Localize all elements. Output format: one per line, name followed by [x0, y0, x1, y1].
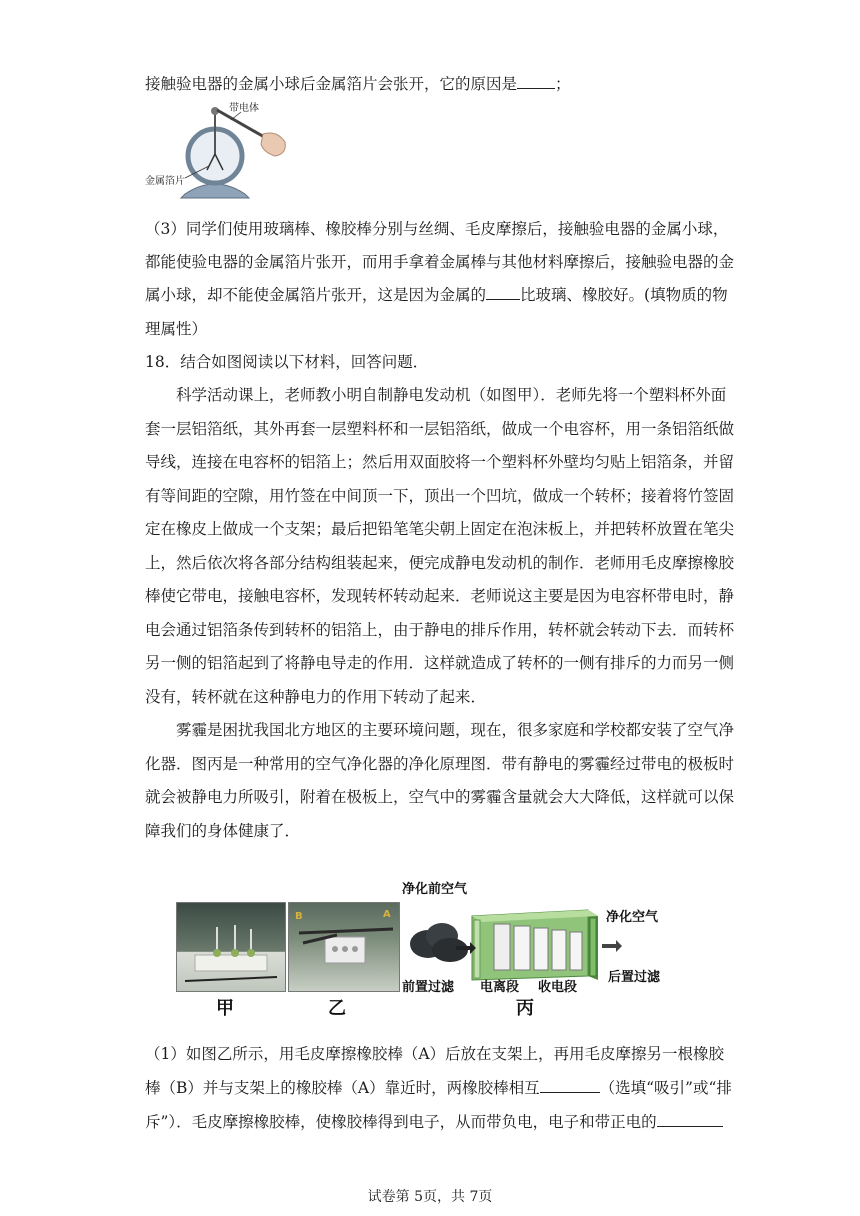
text-line: 电会通过铝箔条传到转杯的铝箔上，由于静电的排斥作用，转杯就会转动下去．而转杯 — [145, 621, 735, 639]
label-rod-a: A — [383, 909, 391, 920]
electroscope-figure — [145, 102, 295, 202]
caption-jia: 甲 — [216, 998, 234, 1019]
label-air-after: 净化空气 — [606, 910, 659, 925]
label-collection: 收电段 — [538, 980, 578, 995]
question-title: 18．结合如图阅读以下材料，回答问题． — [145, 353, 429, 371]
text-line: 理属性） — [145, 320, 208, 338]
label-charged-body: 带电体 — [229, 103, 259, 114]
text-line: （1）如图乙所示，用毛皮摩擦橡胶棒（A）后放在支架上，再用毛皮摩擦另一根橡胶 — [145, 1045, 725, 1063]
text-line: 化器．图丙是一种常用的空气净化器的净化原理图．带有静电的雾霾经过带电的极板时 — [145, 755, 735, 773]
purifier-diagram — [402, 876, 674, 1018]
text-line: 上，然后依次将各部分结构组装起来，便完成静电发动机的制作．老师用毛皮摩擦橡胶 — [145, 554, 735, 572]
label-pre-filter: 前置过滤 — [402, 980, 455, 995]
caption-yi: 乙 — [328, 998, 346, 1019]
text-line: 有等间距的空隙，用竹签在中间顶一下，顶出一个凹坑，做成一个转杯；接着将竹签固 — [145, 487, 735, 505]
caption-bing: 丙 — [516, 998, 534, 1019]
text-line: 接触验电器的金属小球后金属箔片会张开，它的原因是 ； — [145, 75, 571, 93]
answer-blank[interactable] — [657, 1112, 723, 1127]
text-line: 属小球，却不能使金属箔片张开，这是因为金属的 比玻璃、橡胶好。(填物质的物 — [145, 286, 728, 304]
text-line: 都能使验电器的金属箔片张开，而用手拿着金属棒与其他材料摩擦后，接触验电器的金 — [145, 253, 735, 271]
answer-blank[interactable] — [486, 285, 520, 300]
text-line: 棒使它带电，接触电容杯，发现转杯转动起来．老师说这主要是因为电容杯带电时，静 — [145, 587, 735, 605]
text-line: 就会被静电力所吸引，附着在极板上，空气中的雾霾含量就会大大降低，这样就可以保 — [145, 788, 735, 806]
text-line: 定在橡皮上做成一个支架；最后把铅笔笔尖朝上固定在泡沫板上，并把转杯放置在笔尖 — [145, 520, 735, 538]
text-line: 斥”）．毛皮摩擦橡胶棒，使橡胶棒得到电子，从而带负电，电子和带正电的 — [145, 1111, 725, 1133]
text-line: 套一层铝箔纸，其外再套一层塑料杯和一层铝箔纸，做成一个电容杯，用一条铝箔纸做 — [145, 420, 735, 438]
text-line: （3）同学们使用玻璃棒、橡胶棒分别与丝绸、毛皮摩擦后，接触验电器的金属小球， — [145, 220, 729, 238]
label-air-before: 净化前空气 — [402, 882, 468, 897]
label-post-filter: 后置过滤 — [608, 970, 661, 985]
text-line: 障我们的身体健康了． — [145, 822, 301, 840]
text-line: 雾霾是困扰我国北方地区的主要环境问题，现在，很多家庭和学校都安装了空气净 — [176, 721, 735, 739]
text-line: 没有，转杯就在这种静电力的作用下转动了起来． — [145, 688, 487, 706]
text-line: 科学活动课上，老师教小明自制静电发动机（如图甲）．老师先将一个塑料杯外面 — [176, 386, 727, 404]
page-footer: 试卷第 5页，共 7页 — [367, 1189, 493, 1205]
label-rod-b: B — [295, 911, 303, 922]
photo-jia — [176, 902, 286, 992]
text-line: 另一侧的铝箔起到了将静电导走的作用．这样就造成了转杯的一侧有排斥的力而另一侧 — [145, 654, 735, 672]
text-line: 导线，连接在电容杯的铝箔上；然后用双面胶将一个塑料杯外壁均匀贴上铝箔条，并留 — [145, 453, 735, 471]
label-metal-foil: 金属箔片 — [145, 176, 185, 187]
label-ionization: 电离段 — [480, 980, 520, 995]
photo-yi — [288, 902, 400, 992]
text-line: 棒（B）并与支架上的橡胶棒（A）靠近时，两橡胶棒相互 （选填“吸引”或“排 — [145, 1079, 732, 1097]
experiment-figure — [174, 876, 674, 1018]
answer-blank[interactable] — [517, 74, 555, 89]
answer-blank[interactable] — [540, 1078, 600, 1093]
